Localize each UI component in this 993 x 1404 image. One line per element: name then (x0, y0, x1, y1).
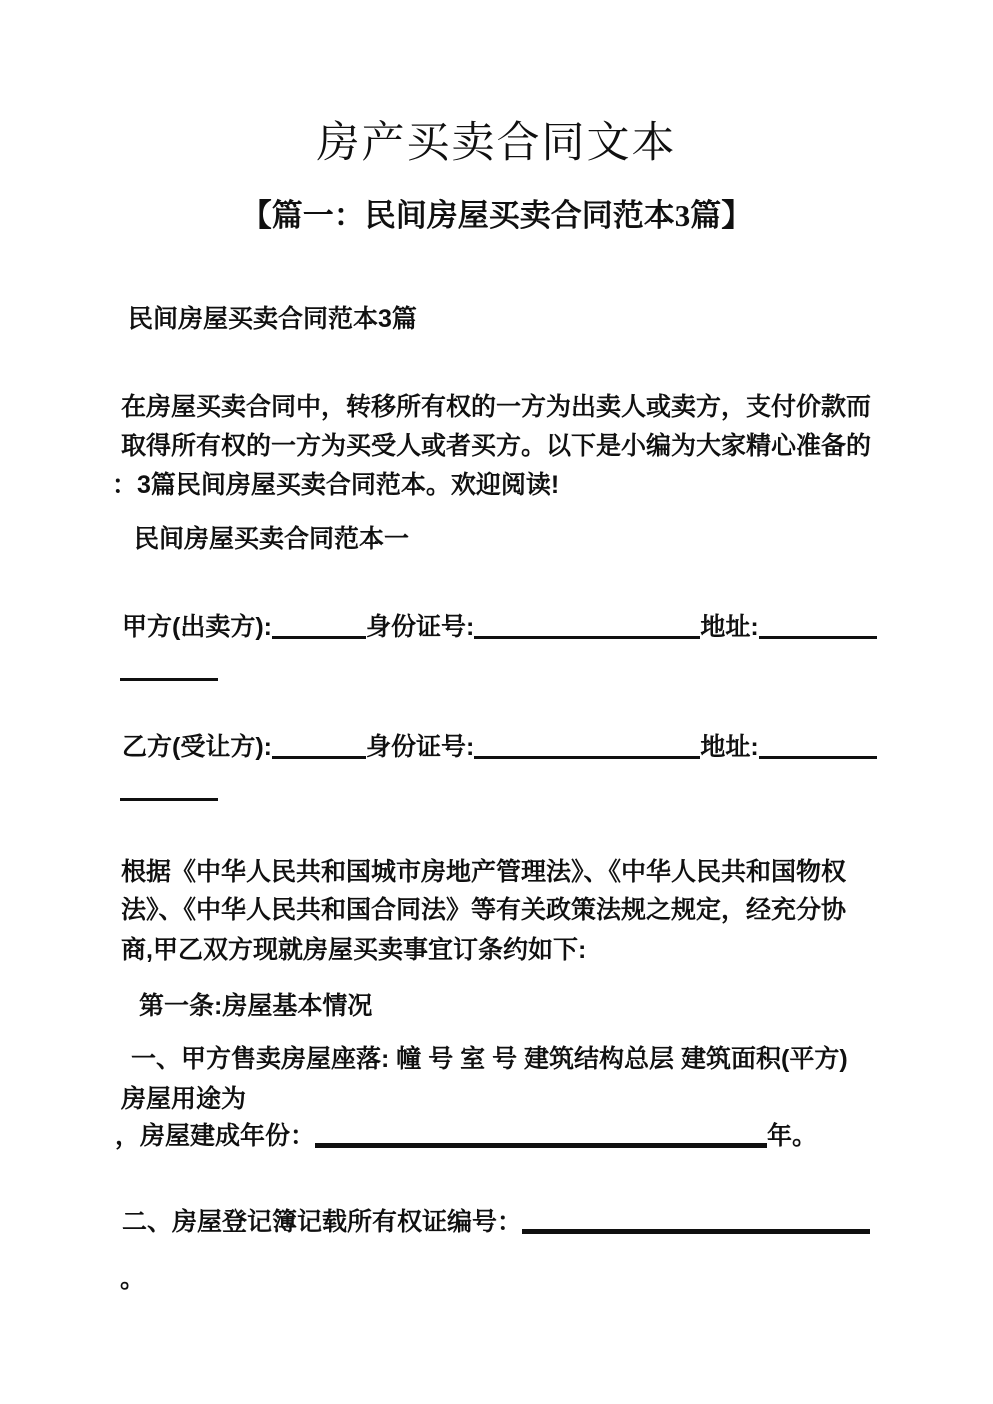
text-run: ：3篇民间房屋买卖合同范本。欢迎阅读! (112, 471, 560, 499)
text-run: 根据《中华人民共和国城市房地产管理法》、《中华人民共和国物权 (121, 858, 847, 886)
text-run: 民间房屋买卖合同范本一 (134, 525, 410, 553)
doc-line-heading-3pian (128, 304, 417, 335)
doc-line-clause-1-line-1 (131, 1044, 848, 1075)
doc-line-clause-1-line-2 (121, 1084, 246, 1115)
text-run: 民间房屋买卖合同范本3篇 (128, 305, 417, 333)
text-run: 甲方(出卖方): (122, 613, 272, 641)
text-run: 乙方(受让方): (122, 733, 272, 761)
doc-line-heading-sample-1 (134, 524, 409, 555)
text-run: 在房屋买卖合同中，转移所有权的一方为出卖人或卖方，支付价款而 (121, 393, 872, 421)
doc-line-legal-line-2 (121, 895, 846, 926)
doc-line-party-b-line (122, 732, 877, 763)
blank-field-underline (120, 660, 218, 681)
document-title: 房产买卖合同文本 (316, 120, 677, 167)
text-run: 第一条:房屋基本情况 (139, 992, 373, 1020)
blank-field-underline (522, 1211, 870, 1234)
blank-field-underline (272, 738, 366, 759)
text-run: 二、房屋登记簿记载所有权证编号： (122, 1208, 523, 1236)
blank-field-underline (474, 618, 700, 639)
doc-line-clause-2-line (122, 1207, 870, 1238)
blank-field-underline (759, 618, 877, 639)
doc-line-legal-line-1 (121, 857, 846, 888)
text-run: 地址: (700, 613, 759, 641)
doc-line-clause-1-line-3 (115, 1121, 817, 1152)
text-run: 年。 (767, 1122, 818, 1150)
doc-line-intro-line-3 (112, 470, 559, 501)
text-run: 。 (120, 1265, 146, 1293)
blank-field-underline (759, 738, 877, 759)
text-run: 房屋用途为 (121, 1085, 247, 1113)
text-run: 商,甲乙双方现就房屋买卖事宜订条约如下: (121, 936, 587, 964)
doc-line-party-b-continuation (120, 774, 218, 805)
text-run: 取得所有权的一方为买受人或者买方。以下是小编为大家精心准备的 (121, 432, 872, 460)
blank-field-underline (315, 1125, 767, 1148)
document-subtitle: 【篇一：民间房屋买卖合同范本3篇】 (240, 198, 753, 233)
doc-line-intro-line-2 (121, 431, 871, 462)
blank-field-underline (272, 618, 366, 639)
text-run: 法》、《中华人民共和国合同法》等有关政策法规之规定，经充分协 (121, 896, 847, 924)
text-run: 身份证号: (365, 613, 475, 641)
text-run: 地址: (700, 733, 759, 761)
doc-line-clause-2-period (120, 1264, 145, 1295)
text-run: 一、甲方售卖房屋座落: 幢 号 室 号 建筑结构总层 建筑面积(平方) (131, 1045, 848, 1073)
doc-line-party-a-continuation (120, 654, 218, 685)
doc-line-intro-line-1 (121, 392, 871, 423)
doc-line-article-1-heading (139, 991, 372, 1022)
text-run: ，房屋建成年份： (115, 1122, 316, 1150)
blank-field-underline (120, 780, 218, 801)
doc-line-party-a-line (122, 612, 877, 643)
doc-line-legal-line-3 (121, 935, 586, 966)
text-run: 身份证号: (365, 733, 475, 761)
blank-field-underline (474, 738, 700, 759)
